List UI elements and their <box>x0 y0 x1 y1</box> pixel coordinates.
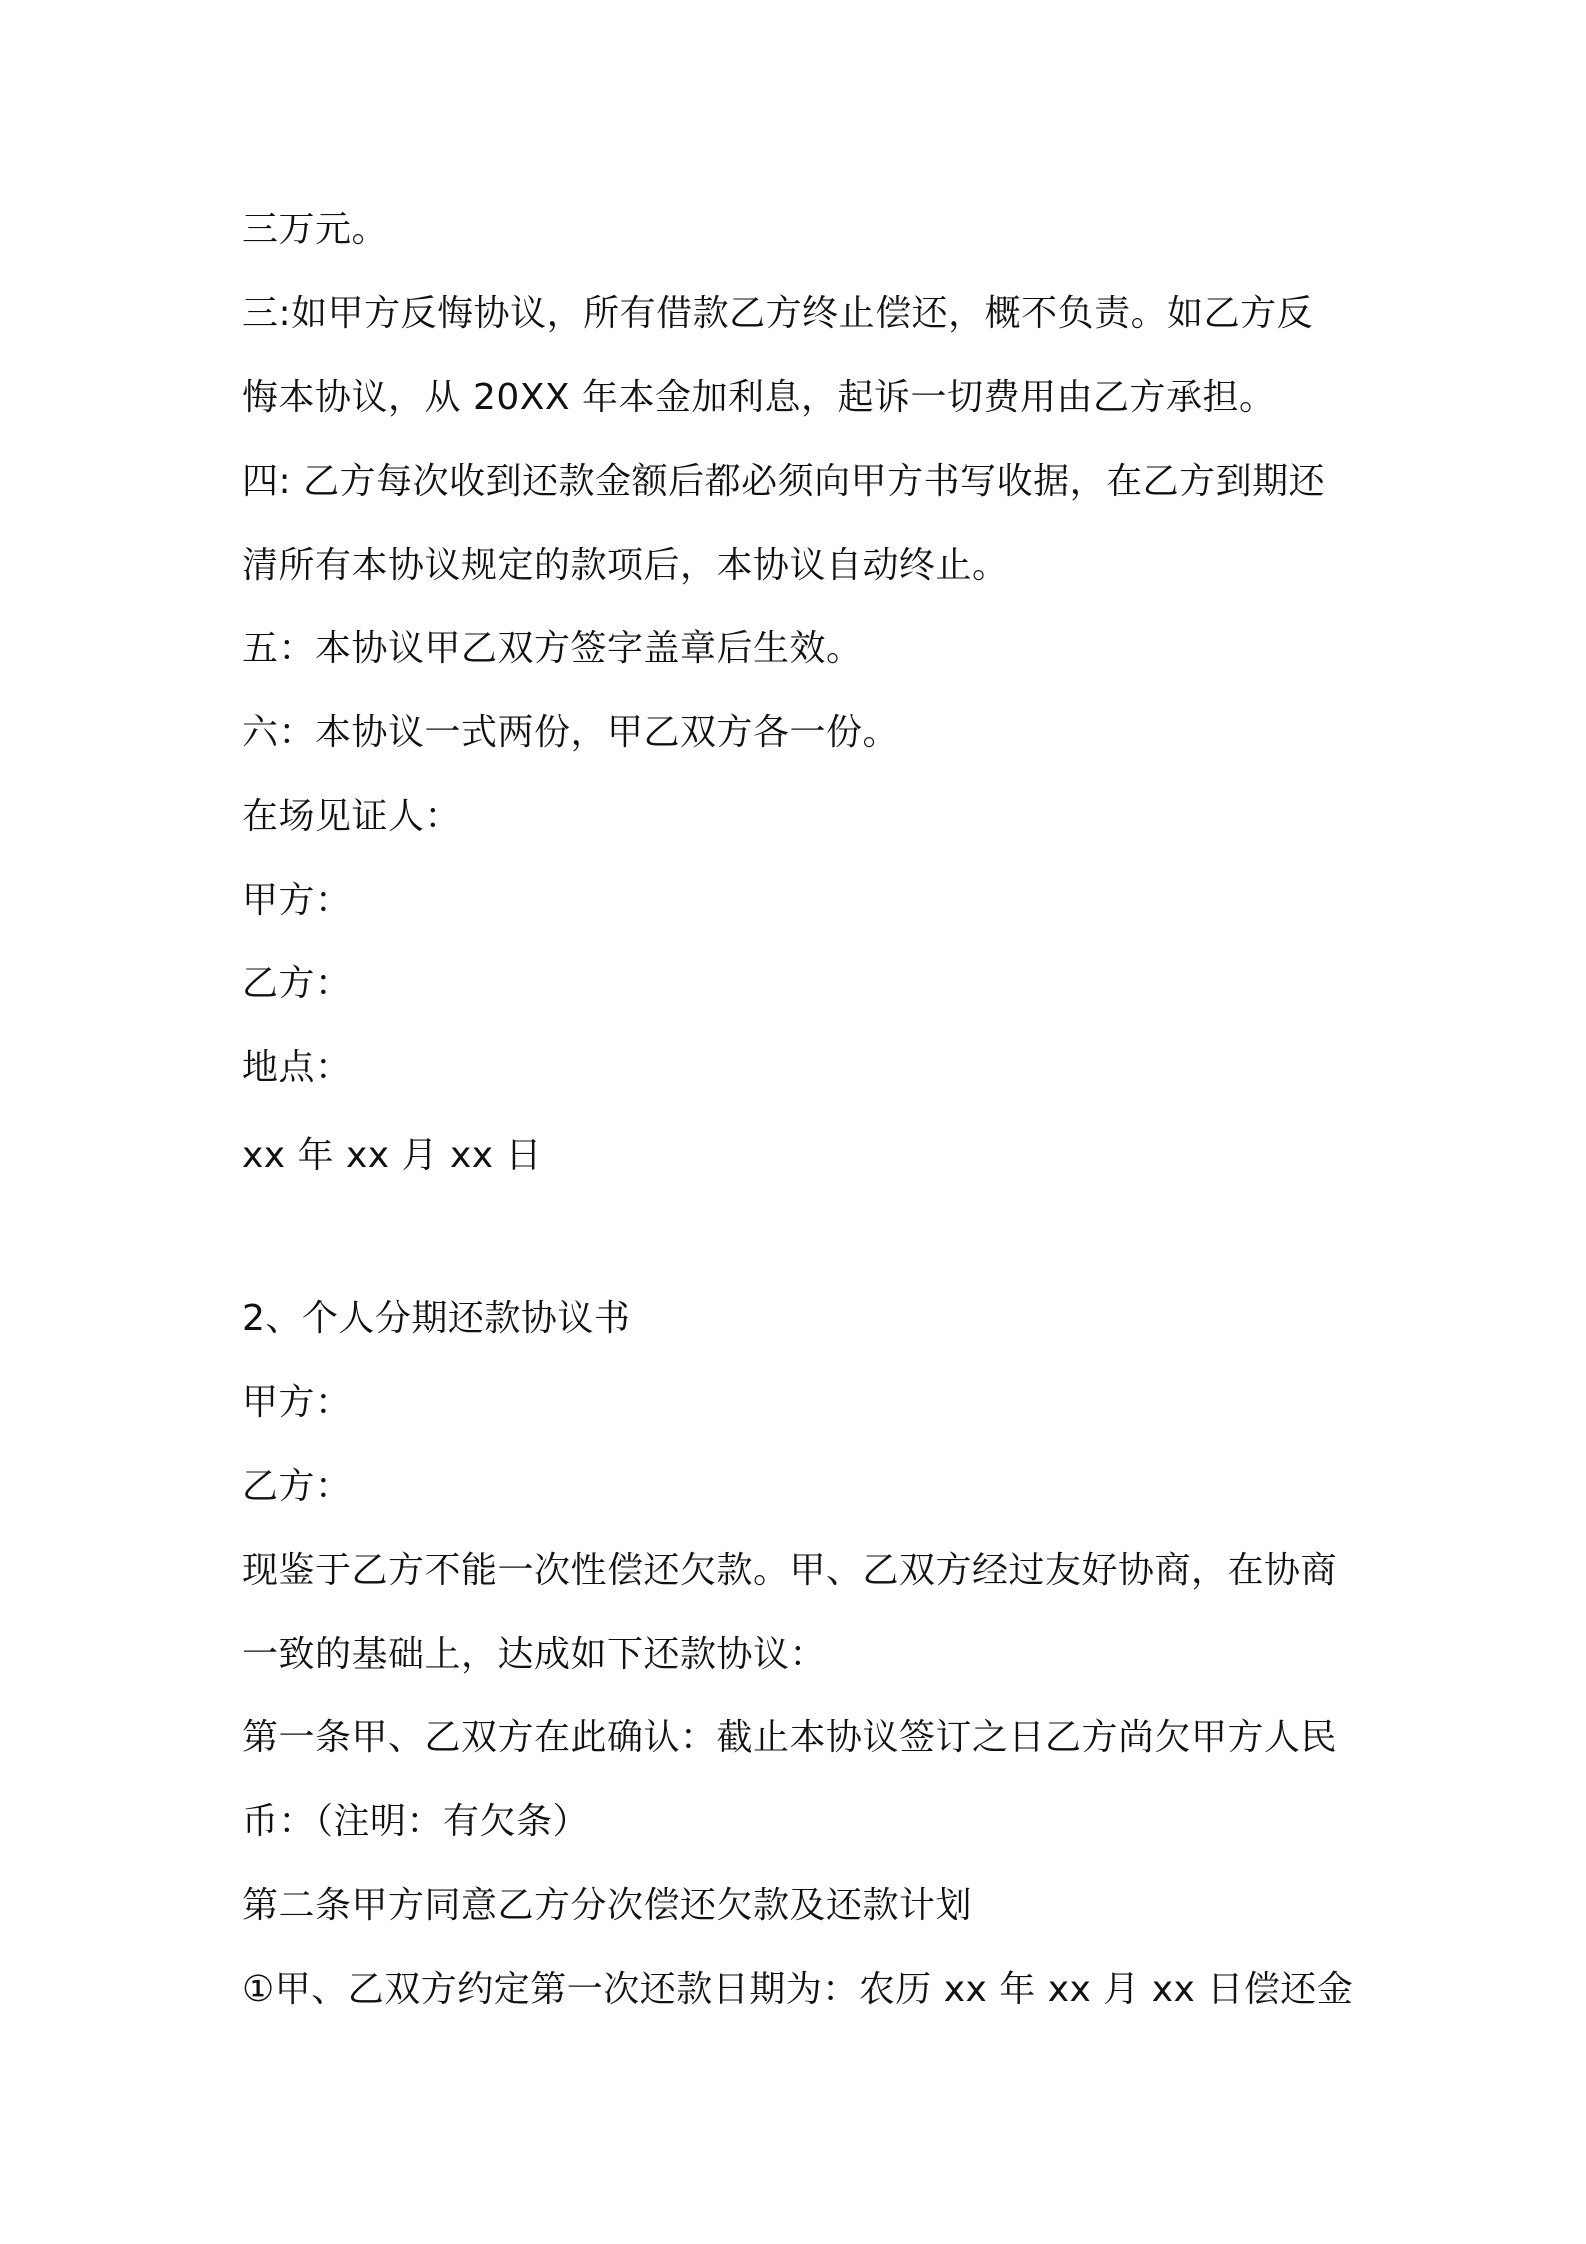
text-line: 悔本协议，从 20XX 年本金加利息，起诉一切费用由乙方承担。 <box>242 377 1276 418</box>
text-line: 现鉴于乙方不能一次性偿还欠款。甲、乙双方经过友好协商，在协商 <box>242 1550 1338 1591</box>
text-line: 六：本协议一式两份，甲乙双方各一份。 <box>242 712 900 753</box>
text-line: 在场见证人： <box>242 796 462 837</box>
text-line: 五：本协议甲乙双方签字盖章后生效。 <box>242 628 863 669</box>
text-line: 币：（注明：有欠条） <box>242 1801 590 1842</box>
text-line: 第一条甲、乙双方在此确认：截止本协议签订之日乙方尚欠甲方人民 <box>242 1717 1338 1758</box>
text-line: 乙方： <box>242 963 352 1004</box>
section-heading: 2、个人分期还款协议书 <box>242 1298 631 1339</box>
text-line: 第二条甲方同意乙方分次偿还欠款及还款计划 <box>242 1885 973 1926</box>
date-line: xx 年 xx 月 xx 日 <box>242 1135 543 1176</box>
text-line: ①甲、乙双方约定第一次还款日期为：农历 xx 年 xx 月 xx 日偿还金 <box>242 1969 1354 2010</box>
text-line: 三万元。 <box>242 209 389 250</box>
text-line: 乙方： <box>242 1466 352 1507</box>
text-line: 四: 乙方每次收到还款金额后都必须向甲方书写收据，在乙方到期还 <box>242 461 1326 502</box>
text-line: 甲方： <box>242 1382 352 1423</box>
text-line: 三:如甲方反悔协议，所有借款乙方终止偿还，概不负责。如乙方反 <box>242 293 1314 334</box>
text-line: 甲方： <box>242 880 352 921</box>
text-line: 一致的基础上，达成如下还款协议： <box>242 1634 827 1675</box>
text-line: 地点： <box>242 1047 352 1088</box>
text-line: 清所有本协议规定的款项后，本协议自动终止。 <box>242 545 1009 586</box>
